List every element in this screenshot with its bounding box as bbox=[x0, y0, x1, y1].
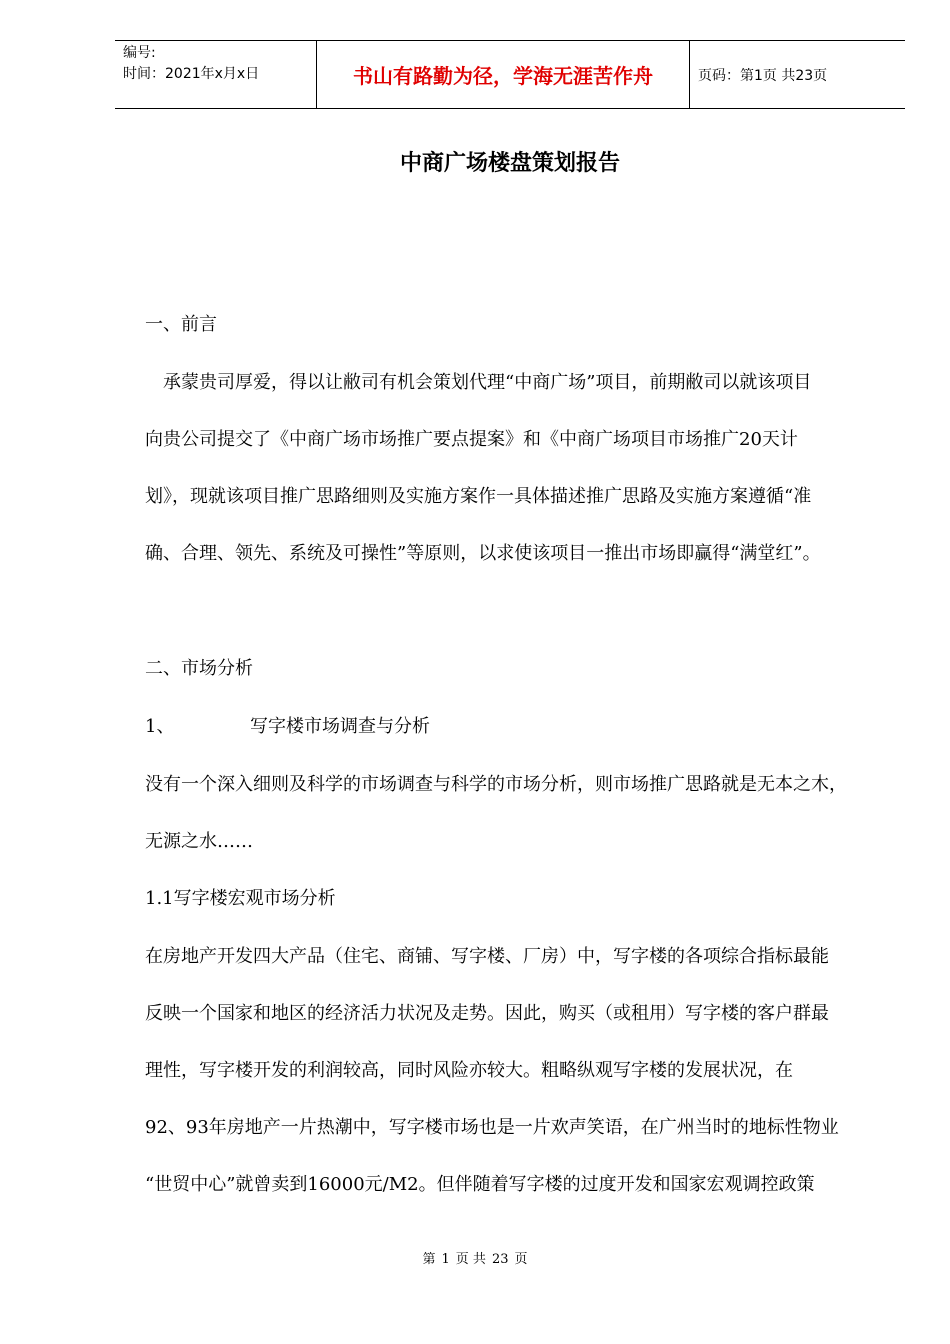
header-motto: 书山有路勤为径，学海无涯苦作舟 bbox=[316, 41, 690, 108]
document-number-label: 编号: bbox=[123, 45, 156, 61]
paragraph-line: “世贸中心”就曾卖到16000元/M2。但伴随着写字楼的过度开发和国家宏观调控政策 bbox=[145, 1174, 815, 1195]
footer-page-prefix: 第 bbox=[422, 1252, 436, 1267]
paragraph-line: 没有一个深入细则及科学的市场调查与科学的市场分析，则市场推广思路就是无本之木， bbox=[145, 774, 847, 795]
paragraph-line: 92、93年房地产一片热潮中，写字楼市场也是一片欢声笑语，在广州当时的地标性物业 bbox=[145, 1117, 839, 1138]
paragraph-line: 反映一个国家和地区的经济活力状况及走势。因此，购买（或租用）写字楼的客户群最 bbox=[145, 1003, 829, 1024]
header-page-info: 页码：第1页 共23页 bbox=[698, 67, 828, 84]
header-meta bbox=[115, 41, 316, 108]
paragraph-line: 划》，现就该项目推广思路细则及实施方案作一具体描述推广思路及实施方案遵循“准 bbox=[145, 486, 812, 507]
document-title: 中商广场楼盘策划报告 bbox=[399, 151, 620, 176]
footer-page-middle: 页 共 bbox=[455, 1252, 486, 1267]
paragraph-line: 在房地产开发四大产品（住宅、商铺、写字楼、厂房）中，写字楼的各项综合指标最能 bbox=[145, 946, 829, 967]
section-heading-market-analysis: 二、市场分析 bbox=[145, 658, 253, 679]
subsection-number: 1、 bbox=[145, 716, 175, 737]
page-header bbox=[115, 40, 905, 109]
page-footer bbox=[0, 1248, 950, 1267]
paragraph-line: 向贵公司提交了《中商广场市场推广要点提案》和《中商广场项目市场推广20天计 bbox=[145, 429, 798, 450]
footer-page-total: 23 bbox=[491, 1252, 509, 1267]
paragraph-line: 无源之水…… bbox=[145, 831, 253, 852]
section-heading-preface: 一、前言 bbox=[145, 314, 217, 335]
subsection-heading-macro: 1.1写字楼宏观市场分析 bbox=[145, 888, 336, 909]
paragraph-line: 承蒙贵司厚爱，得以让敝司有机会策划代理“中商广场”项目，前期敝司以就该项目 bbox=[163, 372, 812, 393]
footer-page-current: 1 bbox=[441, 1252, 450, 1267]
footer-page-suffix: 页 bbox=[514, 1252, 528, 1267]
document-time: 时间：2021年x月x日 bbox=[123, 66, 260, 82]
subsection-title: 写字楼市场调查与分析 bbox=[250, 716, 430, 737]
paragraph-line: 确、合理、领先、系统及可操性”等原则，以求使该项目一推出市场即赢得“满堂红”。 bbox=[145, 543, 821, 564]
paragraph-line: 理性，写字楼开发的利润较高，同时风险亦较大。粗略纵观写字楼的发展状况，在 bbox=[145, 1060, 793, 1081]
